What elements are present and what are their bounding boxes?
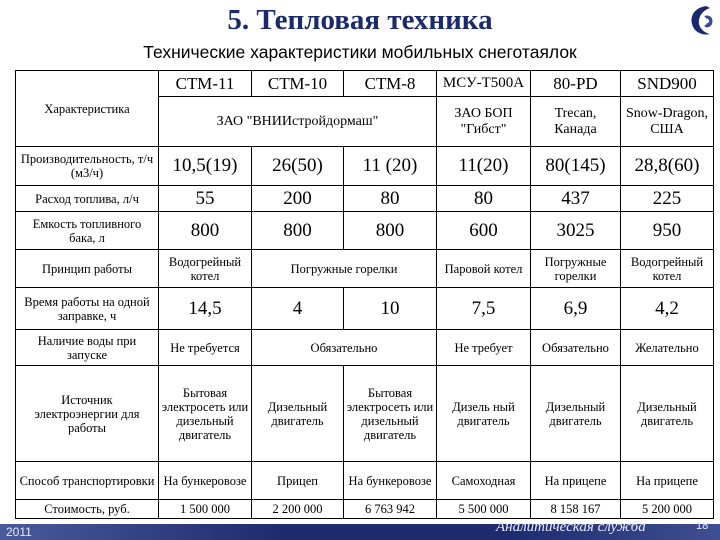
- table-cell: На бункеровозе: [344, 462, 437, 500]
- table-cell: 5 200 000: [621, 500, 714, 519]
- table-row: [16, 250, 714, 288]
- table-cell: Самоходная: [437, 462, 531, 500]
- table-cell: 1 500 000: [159, 500, 252, 519]
- table-cell: 6,9: [531, 288, 621, 330]
- model-header: СТМ-10: [252, 71, 344, 97]
- table-cell: 4,2: [621, 288, 714, 330]
- table-cell: 2 200 000: [252, 500, 344, 519]
- footer-service: Аналитическая служба: [496, 519, 646, 535]
- table-cell: Погружные горелки: [531, 250, 621, 288]
- table-cell: 600: [437, 212, 531, 250]
- table-cell: На прицепе: [621, 462, 714, 500]
- model-header: МСУ-Т500А: [437, 71, 531, 97]
- table-cell: 8 158 167: [531, 500, 621, 519]
- table-cell: Обязательно: [531, 330, 621, 366]
- table-row: [16, 500, 714, 519]
- table-cell: 950: [621, 212, 714, 250]
- model-header: 80-PD: [531, 71, 621, 97]
- manufacturer-cell: Snow-Dragon, США: [621, 97, 714, 147]
- slide-subtitle: Технические характеристики мобильных снеготаялок: [143, 42, 577, 62]
- table-cell: На прицепе: [531, 462, 621, 500]
- table-cell: Дизельный двигатель: [531, 366, 621, 462]
- table-row: [16, 71, 714, 97]
- manufacturer-cell: Trecan, Канада: [531, 97, 621, 147]
- table-row: [16, 330, 714, 366]
- table-cell: 11(20): [437, 147, 531, 186]
- row-label: Принцип работы: [16, 250, 159, 288]
- table-cell: 80: [437, 186, 531, 212]
- table-cell: 5 500 000: [437, 500, 531, 519]
- table-cell: Прицеп: [252, 462, 344, 500]
- table-cell: 800: [252, 212, 344, 250]
- model-header: SND900: [621, 71, 714, 97]
- table-cell: Дизельный двигатель: [252, 366, 344, 462]
- table-cell: Водогрейный котел: [621, 250, 714, 288]
- row-label: Емкость топливного бака, л: [16, 212, 159, 250]
- table-cell: Желательно: [621, 330, 714, 366]
- table-cell: Водогрейный котел: [159, 250, 252, 288]
- model-header: СТМ-8: [344, 71, 437, 97]
- row-label: Производительность, т/ч (м3/ч): [16, 147, 159, 186]
- table-cell: Дизель ный двигатель: [437, 366, 531, 462]
- table-cell: Бытовая электросеть или дизельный двигатель: [344, 366, 437, 462]
- header-label-cell: Характеристика: [16, 71, 159, 147]
- page-number: 18: [696, 520, 709, 532]
- table-cell: 6 763 942: [344, 500, 437, 519]
- table-cell: Не требует: [437, 330, 531, 366]
- row-label: Наличие воды при запуске: [16, 330, 159, 366]
- table-row: [16, 212, 714, 250]
- row-label: Время работы на одной заправке, ч: [16, 288, 159, 330]
- row-label: Расход топлива, л/ч: [16, 186, 159, 212]
- table-cell: На бункеровозе: [159, 462, 252, 500]
- table-cell: 11 (20): [344, 147, 437, 186]
- row-label: Источник электроэнергии для работы: [16, 366, 159, 462]
- slide-title: 5. Тепловая техника: [227, 4, 493, 36]
- table-cell: Паровой котел: [437, 250, 531, 288]
- table-cell: 3025: [531, 212, 621, 250]
- table-cell: 437: [531, 186, 621, 212]
- table-cell: 200: [252, 186, 344, 212]
- table-cell: Бытовая электросеть или дизельный двигатель: [159, 366, 252, 462]
- model-header: СТМ-11: [159, 71, 252, 97]
- manufacturer-cell: ЗАО БОП "Гибст": [437, 97, 531, 147]
- table-cell: 14,5: [159, 288, 252, 330]
- table-cell: 4: [252, 288, 344, 330]
- table-row: [16, 366, 714, 462]
- table-cell: Не требуется: [159, 330, 252, 366]
- manufacturer-cell: ЗАО "ВНИИстройдормаш": [159, 97, 437, 147]
- table-cell: 800: [159, 212, 252, 250]
- table-cell: 26(50): [252, 147, 344, 186]
- table-cell: 80: [344, 186, 437, 212]
- table-row: [16, 186, 714, 212]
- table-cell: 55: [159, 186, 252, 212]
- row-label: Способ транспортировки: [16, 462, 159, 500]
- table-row: [16, 462, 714, 500]
- table-cell: 800: [344, 212, 437, 250]
- table-cell: 10,5(19): [159, 147, 252, 186]
- row-label: Стоимость, руб.: [16, 500, 159, 519]
- table-row: [16, 147, 714, 186]
- table-cell: 28,8(60): [621, 147, 714, 186]
- table-cell: 7,5: [437, 288, 531, 330]
- company-logo-icon: [684, 2, 716, 40]
- table-cell: 10: [344, 288, 437, 330]
- specs-table: [15, 70, 714, 519]
- table-row: [16, 288, 714, 330]
- table-cell: Обязательно: [252, 330, 437, 366]
- footer-year: 2011: [6, 525, 32, 539]
- table-cell: Погружные горелки: [252, 250, 437, 288]
- table-cell: 80(145): [531, 147, 621, 186]
- table-cell: 225: [621, 186, 714, 212]
- table-cell: Дизельный двигатель: [621, 366, 714, 462]
